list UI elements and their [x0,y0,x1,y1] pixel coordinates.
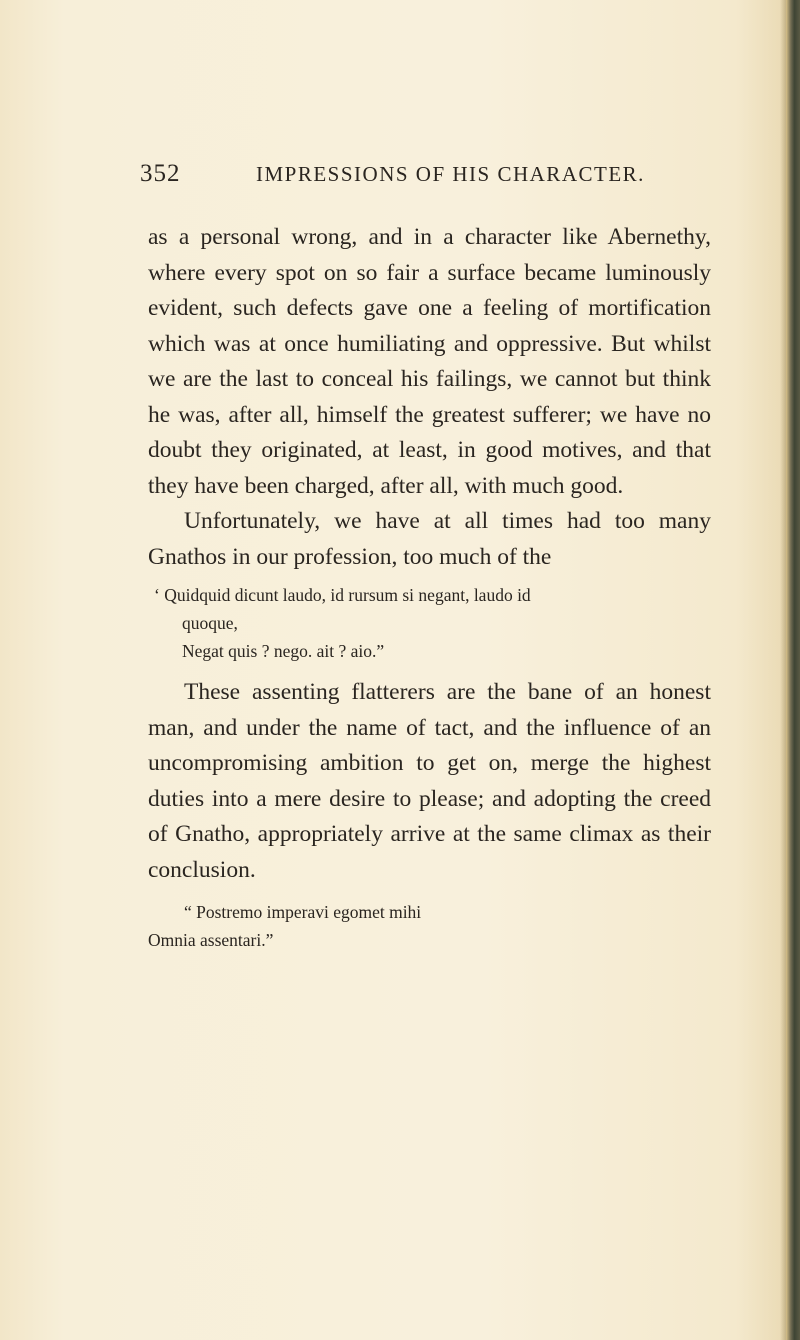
paragraph-1: as a personal wrong, and in a character like Abernethy, where every spot on so fair a surface became luminously evident, such defects gave one a feeling of mortification which was at once humiliating and oppressive. But whilst we are the last to conceal his failings, we cannot but think he was, after all, himself the greatest sufferer; we have no doubt they originated, at least, in good motives, and that they have been charged, after all, with much good. [148,224,711,499]
quotation-2-line-2: Omnia assentari.” [148,930,274,950]
running-title: IMPRESSIONS OF HIS CHARACTER. [256,162,645,186]
quotation-1-line-3: Negat quis ? nego. ait ? aio.” [182,641,385,661]
quotation-2-line-1: “ Postremo imperavi egomet mihi [184,902,422,922]
latin-quotation-2 [148,898,711,954]
page-body [148,220,711,954]
page-header [140,160,720,200]
quotation-1-line-2: quoque, [182,613,238,633]
page-edge [786,0,800,1340]
page-number: 352 [140,160,181,187]
paragraph-2: Unfortunately, we have at all times had too many Gnathos in our profession, too much of the [148,508,711,570]
latin-quotation-1 [148,581,711,665]
paragraph-3: These assenting flatterers are the bane of an honest man, and under the name of tact, and the influence of an uncompromising ambition to get on, merge the highest duties into a mere desire to please; and adopting the creed of Gnatho, appropriately arrive at the same climax as their conclusion. [148,679,711,883]
quotation-1-line-1: ‘ Quidquid dicunt laudo, id rursum si negant, laudo id [154,585,531,605]
